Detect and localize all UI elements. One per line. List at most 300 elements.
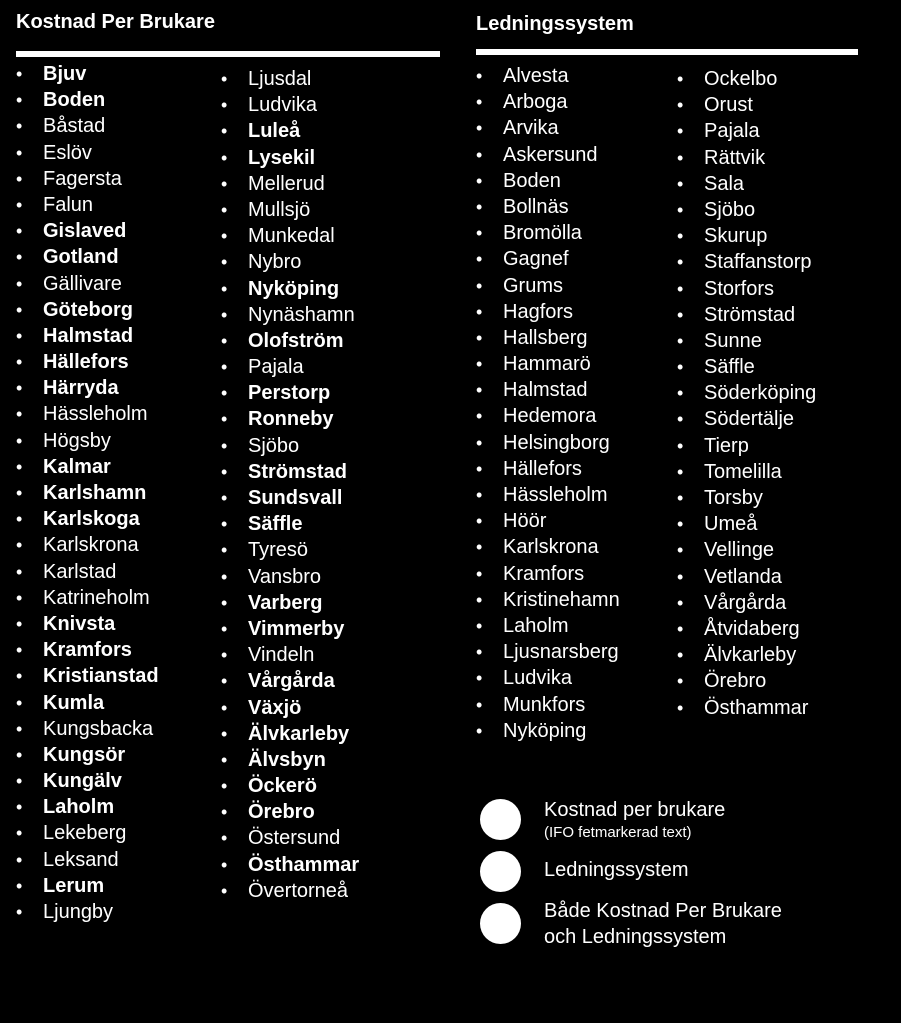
list-item-label: Hammarö — [503, 353, 591, 376]
bullet-icon: • — [16, 194, 23, 215]
bullet-icon: • — [476, 642, 483, 663]
bullet-icon: • — [221, 723, 228, 744]
list-item-label: Södertälje — [704, 408, 795, 431]
list-item-label: Vellinge — [704, 539, 775, 562]
bullet-icon: • — [677, 330, 684, 351]
list-item-label: Östersund — [248, 827, 341, 850]
bullet-icon: • — [16, 692, 23, 713]
list-item-label: Karlstad — [43, 560, 117, 583]
list-item — [221, 223, 359, 249]
kostnad-divider — [16, 51, 440, 57]
bullet-icon: • — [16, 823, 23, 844]
bullet-icon: • — [677, 566, 684, 587]
list-item — [677, 145, 816, 171]
list-item — [677, 642, 816, 668]
bullet-icon: • — [16, 247, 23, 268]
kostnad-list-col1 — [16, 61, 159, 925]
list-item-label: Arvika — [503, 117, 559, 140]
list-item-label: Leksand — [43, 848, 119, 871]
list-item — [221, 537, 359, 563]
bullet-icon: • — [221, 435, 228, 456]
bullet-icon: • — [677, 226, 684, 247]
bullet-icon: • — [221, 566, 228, 587]
list-item — [16, 663, 159, 689]
bullet-icon: • — [476, 92, 483, 113]
list-item-label: Falun — [43, 193, 94, 216]
bullet-icon: • — [677, 383, 684, 404]
bullet-icon: • — [677, 645, 684, 666]
bullet-icon: • — [677, 514, 684, 535]
list-item — [16, 140, 159, 166]
list-item-label: Nyköping — [248, 277, 340, 300]
list-item-label: Umeå — [704, 513, 758, 536]
list-item-label: Sundsvall — [248, 487, 343, 509]
list-item — [476, 403, 620, 429]
bullet-icon: • — [677, 671, 684, 692]
list-item — [16, 323, 159, 349]
list-item — [476, 534, 620, 560]
bullet-icon: • — [476, 485, 483, 505]
list-item — [476, 587, 620, 613]
list-item-label: Sjöbo — [704, 198, 756, 221]
list-item-label: Kungsör — [43, 743, 126, 766]
list-item — [476, 299, 620, 325]
list-item — [16, 218, 159, 244]
bullet-icon: • — [476, 694, 483, 715]
list-item — [476, 246, 620, 272]
list-item-label: Grums — [503, 274, 563, 297]
bullet-icon: • — [16, 404, 23, 425]
list-item — [221, 145, 359, 171]
list-item — [16, 585, 159, 611]
list-item-label: Älvkarleby — [704, 644, 797, 667]
list-item — [677, 668, 816, 694]
kostnad-list-col2 — [221, 66, 359, 904]
list-item — [476, 377, 620, 403]
list-item-label: Hällefors — [43, 351, 129, 374]
bullet-icon: • — [221, 828, 228, 849]
list-item — [677, 354, 816, 380]
bullet-icon: • — [16, 744, 23, 765]
kostnad-title: Kostnad Per Brukare — [16, 11, 215, 33]
bullet-icon: • — [476, 458, 483, 479]
list-item — [677, 118, 816, 144]
bullet-icon: • — [677, 540, 684, 561]
legend-circle-icon — [480, 851, 521, 892]
bullet-icon: • — [16, 483, 23, 503]
bullet-icon: • — [16, 875, 23, 896]
list-item — [476, 561, 620, 587]
list-item-label: Kungälv — [43, 770, 122, 793]
bullet-icon: • — [221, 330, 228, 351]
bullet-icon: • — [221, 383, 228, 404]
list-item — [16, 87, 159, 113]
bullet-icon: • — [16, 561, 23, 582]
list-item — [677, 406, 816, 432]
list-item-label: Kalmar — [43, 455, 111, 478]
list-item-label: Bjuv — [43, 63, 87, 85]
list-item-label: Hällefors — [503, 457, 582, 480]
bullet-icon: • — [16, 535, 23, 556]
list-item-label: Tomelilla — [704, 460, 782, 483]
list-item — [221, 276, 359, 302]
list-item — [476, 220, 620, 246]
bullet-icon: • — [677, 304, 684, 325]
list-item-label: Kramfors — [43, 639, 132, 662]
list-item-label: Munkfors — [503, 693, 586, 716]
list-item-label: Östhammar — [248, 853, 360, 876]
list-item-label: Olofström — [248, 329, 344, 352]
bullet-icon: • — [16, 352, 23, 373]
bullet-icon: • — [221, 278, 228, 299]
bullet-icon: • — [677, 121, 684, 142]
bullet-icon: • — [476, 249, 483, 270]
list-item-label: Gotland — [43, 246, 119, 269]
list-item — [677, 302, 816, 328]
bullet-icon: • — [476, 432, 483, 453]
bullet-icon: • — [677, 357, 684, 378]
list-item-label: Lysekil — [248, 146, 316, 169]
list-item-label: Vårgårda — [704, 591, 787, 614]
list-item — [16, 847, 159, 873]
bullet-icon: • — [16, 771, 23, 792]
list-item-label: Gällivare — [43, 272, 122, 295]
list-item — [221, 668, 359, 694]
list-item — [16, 297, 159, 323]
list-item-label: Gislaved — [43, 220, 127, 243]
list-item-label: Kramfors — [503, 562, 585, 585]
list-item — [221, 354, 359, 380]
list-item — [221, 302, 359, 328]
list-item — [16, 768, 159, 794]
list-item-label: Hagfors — [503, 300, 574, 323]
list-item — [16, 271, 159, 297]
list-item-label: Kumla — [43, 691, 105, 714]
legend-label-bada-line2: och Ledningssystem — [544, 926, 727, 948]
list-item-label: Sala — [704, 172, 745, 195]
list-item — [16, 166, 159, 192]
bullet-icon: • — [221, 749, 228, 770]
bullet-icon: • — [677, 278, 684, 299]
list-item — [221, 616, 359, 642]
bullet-icon: • — [221, 95, 228, 116]
list-item-label: Ljusdal — [248, 68, 312, 90]
list-item — [476, 273, 620, 299]
bullet-icon: • — [16, 90, 23, 111]
ledning-title: Ledningssystem — [476, 13, 634, 35]
bullet-icon: • — [16, 299, 23, 320]
list-item-label: Ludvika — [248, 94, 317, 117]
bullet-icon: • — [476, 668, 483, 689]
bullet-icon: • — [476, 406, 483, 427]
list-item-label: Boden — [503, 169, 561, 192]
bullet-icon: • — [476, 196, 483, 217]
list-item-label: Boden — [43, 89, 106, 112]
list-item-label: Höör — [503, 510, 547, 533]
list-item-label: Vetlanda — [704, 565, 782, 588]
bullet-icon: • — [221, 488, 228, 508]
bullet-icon: • — [677, 488, 684, 508]
list-item-label: Munkedal — [248, 225, 335, 248]
list-item-label: Orust — [704, 94, 753, 117]
list-item — [221, 406, 359, 432]
list-item — [476, 639, 620, 665]
list-item — [677, 511, 816, 537]
list-item-label: Karlskrona — [43, 534, 139, 557]
bullet-icon: • — [221, 226, 228, 247]
list-item-label: Övertorneå — [248, 879, 349, 902]
list-item — [221, 590, 359, 616]
list-item — [16, 716, 159, 742]
list-item-label: Växjö — [248, 696, 302, 719]
bullet-icon: • — [221, 514, 228, 535]
list-item — [16, 454, 159, 480]
bullet-icon: • — [476, 563, 483, 584]
list-item — [476, 665, 620, 691]
bullet-icon: • — [677, 435, 684, 456]
list-item — [221, 852, 359, 878]
list-item — [221, 433, 359, 459]
list-item — [16, 349, 159, 375]
list-item — [16, 873, 159, 899]
ledning-list-col1 — [476, 63, 620, 744]
list-item — [677, 616, 816, 642]
list-item — [677, 171, 816, 197]
bullet-icon: • — [16, 456, 23, 477]
list-item — [677, 537, 816, 563]
bullet-icon: • — [221, 147, 228, 168]
list-item-label: Helsingborg — [503, 431, 610, 454]
list-item — [677, 92, 816, 118]
list-item — [221, 66, 359, 92]
list-item-label: Högsby — [43, 429, 111, 452]
bullet-icon: • — [16, 116, 23, 137]
bullet-icon: • — [16, 718, 23, 739]
list-item-label: Alvesta — [503, 65, 569, 87]
list-item — [221, 695, 359, 721]
list-item — [677, 276, 816, 302]
list-item-label: Staffanstorp — [704, 251, 812, 274]
bullet-icon: • — [16, 378, 23, 399]
list-item — [16, 794, 159, 820]
bullet-icon: • — [677, 697, 684, 718]
list-item-label: Skurup — [704, 225, 768, 248]
list-item-label: Luleå — [248, 120, 301, 143]
list-item-label: Gagnef — [503, 248, 569, 271]
list-item — [677, 433, 816, 459]
list-item — [476, 613, 620, 639]
list-item-label: Ockelbo — [704, 68, 778, 90]
bullet-icon: • — [677, 173, 684, 194]
list-item-label: Vansbro — [248, 565, 322, 588]
bullet-icon: • — [476, 275, 483, 296]
ledning-list-col2 — [677, 66, 816, 721]
bullet-icon: • — [221, 802, 228, 823]
bullet-icon: • — [476, 511, 483, 532]
list-item — [677, 564, 816, 590]
list-item — [16, 637, 159, 663]
list-item — [677, 459, 816, 485]
list-item — [476, 456, 620, 482]
list-item — [221, 459, 359, 485]
bullet-icon: • — [677, 592, 684, 613]
list-item-label: Säffle — [248, 513, 303, 536]
bullet-icon: • — [16, 168, 23, 189]
list-item-label: Härryda — [43, 377, 119, 400]
legend-label-bada-line1: Både Kostnad Per Brukare — [544, 900, 782, 922]
list-item-label: Vimmerby — [248, 617, 345, 640]
bullet-icon: • — [16, 221, 23, 242]
list-item — [16, 244, 159, 270]
list-item-label: Ronneby — [248, 408, 334, 431]
list-item-label: Laholm — [503, 614, 569, 637]
list-item-label: Östhammar — [704, 696, 809, 719]
list-item — [221, 721, 359, 747]
bullet-icon: • — [677, 461, 684, 482]
list-item — [221, 118, 359, 144]
bullet-icon: • — [16, 273, 23, 294]
list-item-label: Halmstad — [503, 379, 588, 402]
bullet-icon: • — [221, 304, 228, 325]
list-item — [476, 168, 620, 194]
bullet-icon: • — [16, 613, 23, 634]
list-item-label: Askersund — [503, 143, 598, 166]
legend-sublabel-kostnad: (IFO fetmarkerad text) — [544, 824, 692, 841]
list-item — [677, 249, 816, 275]
bullet-icon: • — [221, 776, 228, 797]
list-item-label: Bromölla — [503, 222, 582, 245]
list-item-label: Arboga — [503, 91, 568, 114]
list-item — [476, 115, 620, 141]
bullet-icon: • — [221, 671, 228, 692]
list-item — [221, 878, 359, 904]
bullet-icon: • — [476, 327, 483, 348]
list-item — [16, 401, 159, 427]
list-item-label: Sunne — [704, 329, 762, 352]
bullet-icon: • — [221, 540, 228, 561]
list-item — [221, 171, 359, 197]
bullet-icon: • — [16, 509, 23, 530]
list-item-label: Älvsbyn — [248, 748, 326, 771]
list-item — [16, 559, 159, 585]
list-item-label: Knivsta — [43, 612, 116, 635]
bullet-icon: • — [221, 199, 228, 220]
list-item-label: Vårgårda — [248, 670, 335, 693]
list-item — [221, 328, 359, 354]
list-item-label: Ljusnarsberg — [503, 641, 619, 664]
list-item-label: Rättvik — [704, 146, 766, 169]
legend-label-kostnad: Kostnad per brukare — [544, 799, 726, 821]
list-item-label: Eslöv — [43, 141, 92, 164]
list-item-label: Örebro — [248, 801, 315, 824]
list-item — [16, 480, 159, 506]
list-item-label: Kristinehamn — [503, 588, 620, 611]
bullet-icon: • — [16, 64, 23, 84]
list-item-label: Båstad — [43, 115, 106, 138]
list-item-label: Fagersta — [43, 167, 122, 190]
list-item — [476, 430, 620, 456]
bullet-icon: • — [221, 173, 228, 194]
list-item — [476, 89, 620, 115]
bullet-icon: • — [677, 618, 684, 639]
bullet-icon: • — [476, 118, 483, 139]
list-item — [16, 899, 159, 925]
list-item-label: Katrineholm — [43, 586, 150, 609]
bullet-icon: • — [677, 409, 684, 430]
list-item-label: Ljungby — [43, 901, 114, 923]
list-item-label: Nyköping — [503, 719, 587, 742]
list-item-label: Lekeberg — [43, 822, 127, 845]
list-item — [221, 564, 359, 590]
bullet-icon: • — [476, 223, 483, 244]
bullet-icon: • — [16, 142, 23, 163]
list-item-label: Strömstad — [248, 460, 347, 483]
list-item — [221, 485, 359, 511]
bullet-icon: • — [677, 69, 684, 89]
list-item — [677, 590, 816, 616]
bullet-icon: • — [221, 697, 228, 718]
list-item — [476, 718, 620, 744]
bullet-icon: • — [16, 797, 23, 818]
list-item-label: Laholm — [43, 796, 115, 819]
list-item — [16, 61, 159, 87]
bullet-icon: • — [16, 587, 23, 608]
list-item-label: Mullsjö — [248, 198, 311, 221]
list-item — [221, 747, 359, 773]
bullet-icon: • — [221, 880, 228, 901]
list-item-label: Lerum — [43, 874, 105, 897]
list-item — [16, 428, 159, 454]
list-item-label: Pajala — [248, 356, 304, 379]
list-item-label: Kristianstad — [43, 665, 159, 688]
list-item-label: Hässleholm — [43, 403, 148, 426]
bullet-icon: • — [476, 170, 483, 191]
bullet-icon: • — [677, 147, 684, 168]
list-item — [476, 142, 620, 168]
list-item — [16, 742, 159, 768]
list-item-label: Sjöbo — [248, 434, 300, 457]
list-item — [476, 194, 620, 220]
list-item-label: Karlskrona — [503, 536, 599, 559]
bullet-icon: • — [221, 461, 228, 482]
bullet-icon: • — [16, 325, 23, 346]
list-item — [476, 351, 620, 377]
list-item — [221, 197, 359, 223]
list-item-label: Vindeln — [248, 644, 315, 667]
list-item — [16, 820, 159, 846]
list-item — [221, 799, 359, 825]
list-item — [16, 506, 159, 532]
list-item-label: Torsby — [704, 487, 763, 509]
bullet-icon: • — [16, 849, 23, 870]
legend-label-ledning: Ledningssystem — [544, 859, 689, 881]
bullet-icon: • — [221, 592, 228, 613]
list-item — [677, 328, 816, 354]
list-item — [476, 63, 620, 89]
list-item — [476, 325, 620, 351]
bullet-icon: • — [476, 380, 483, 401]
list-item — [476, 482, 620, 508]
bullet-icon: • — [476, 589, 483, 610]
list-item — [16, 611, 159, 637]
list-item-label: Älvkarleby — [248, 722, 350, 745]
list-item — [221, 249, 359, 275]
list-item-label: Hedemora — [503, 405, 597, 428]
list-item — [221, 92, 359, 118]
bullet-icon: • — [221, 121, 228, 142]
bullet-icon: • — [677, 95, 684, 116]
bullet-icon: • — [221, 252, 228, 273]
